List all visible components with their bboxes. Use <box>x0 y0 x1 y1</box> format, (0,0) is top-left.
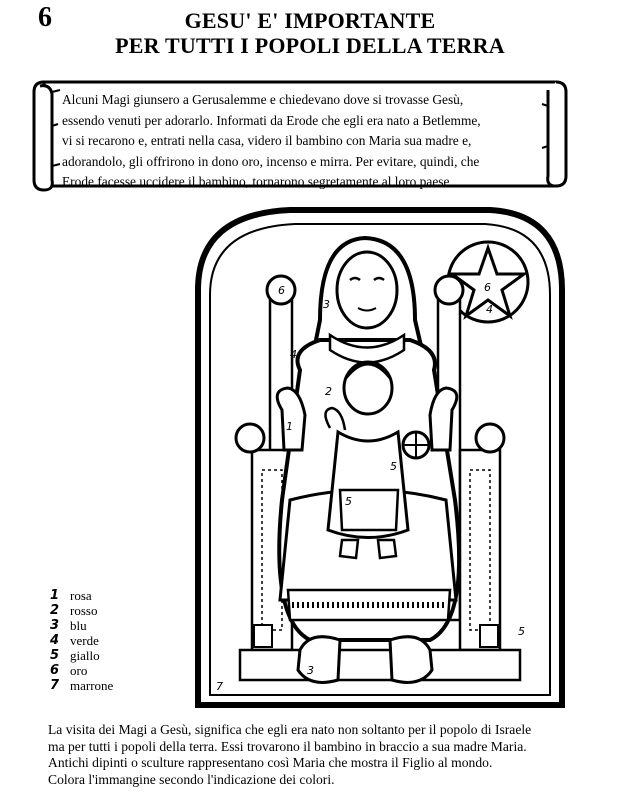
legend-item <box>50 588 113 603</box>
scroll-line: essendo venuti per adorarlo. Informati da Erode che egli era nato a Betlemme, <box>62 112 481 128</box>
legend-number: 1 <box>50 588 60 603</box>
legend-color-name: verde <box>70 633 99 648</box>
page-number: 6 <box>38 2 52 33</box>
legend-color-name: blu <box>70 618 87 633</box>
scroll-line: vi si recarono e, entrati nella casa, videro il bambino con Maria sua madre e, <box>62 133 472 148</box>
legend-number: 3 <box>50 618 60 633</box>
legend-color-name: giallo <box>70 648 100 663</box>
mary-face <box>337 252 397 328</box>
region-label: 5 <box>518 625 525 638</box>
region-label: 7 <box>216 680 223 693</box>
knob-left <box>236 424 264 452</box>
legend-color-name: marrone <box>70 678 114 693</box>
mary-left-shoe <box>298 637 340 683</box>
page-title <box>100 8 520 58</box>
color-legend <box>50 588 113 693</box>
mary-right-shoe <box>390 637 432 683</box>
scroll-line: Alcuni Magi giunsero a Gerusalemme e chiedevano dove si trovasse Gesù, <box>62 92 464 107</box>
legend-item <box>50 633 113 648</box>
region-label: 1 <box>286 420 293 433</box>
region-label: 5 <box>345 495 352 508</box>
scroll-line: Erode facesse uccidere il bambino, tornarono segretamente al loro paese. <box>62 174 453 189</box>
knob-right <box>476 424 504 452</box>
legend-number: 2 <box>50 603 60 618</box>
legend-item <box>50 618 113 633</box>
region-label: 6 <box>484 281 491 294</box>
region-label: 2 <box>325 385 332 398</box>
legend-color-name: rosso <box>70 603 98 618</box>
region-label: 4 <box>290 348 297 361</box>
title-line-2: PER TUTTI I POPOLI DELLA TERRA <box>115 33 505 58</box>
madonna-child-illustration <box>190 200 570 710</box>
legend-number: 5 <box>50 648 60 663</box>
legend-color-name: oro <box>70 663 88 678</box>
legend-item <box>50 603 113 618</box>
legend-item <box>50 648 113 663</box>
region-label: 3 <box>323 298 330 311</box>
region-label: 3 <box>307 664 314 677</box>
legend-color-name: rosa <box>70 588 92 603</box>
throne-base <box>240 650 520 680</box>
region-label: 4 <box>486 303 493 316</box>
legend-number: 6 <box>50 663 60 678</box>
bottom-text <box>48 722 608 788</box>
bottom-line: La visita dei Magi a Gesù, significa che egli era nato non soltanto per il popolo di Israele <box>48 722 532 737</box>
scroll-text <box>62 90 542 193</box>
knob-top-right <box>435 276 463 304</box>
legend-item <box>50 663 113 678</box>
legend-number: 7 <box>50 678 60 693</box>
region-label: 5 <box>390 460 397 473</box>
bottom-line: Colora l'immangine secondo l'indicazione dei colori. <box>48 771 335 787</box>
scroll-line: adorandolo, gli offrirono in dono oro, incenso e mirra. Per evitare, quindi, che <box>62 153 480 169</box>
region-label: 6 <box>278 284 285 297</box>
legend-item <box>50 678 113 693</box>
bottom-line: ma per tutti i popoli della terra. Essi trovarono il bambino in braccio a sua madre Maria. <box>48 738 527 754</box>
throne-right-arm <box>460 450 500 650</box>
title-line-1: GESU' E' IMPORTANTE <box>184 8 436 33</box>
bottom-line: Antichi dipinti o sculture rappresentano così Maria che mostra il Figlio al mondo. <box>48 755 493 770</box>
legend-number: 4 <box>50 633 60 648</box>
